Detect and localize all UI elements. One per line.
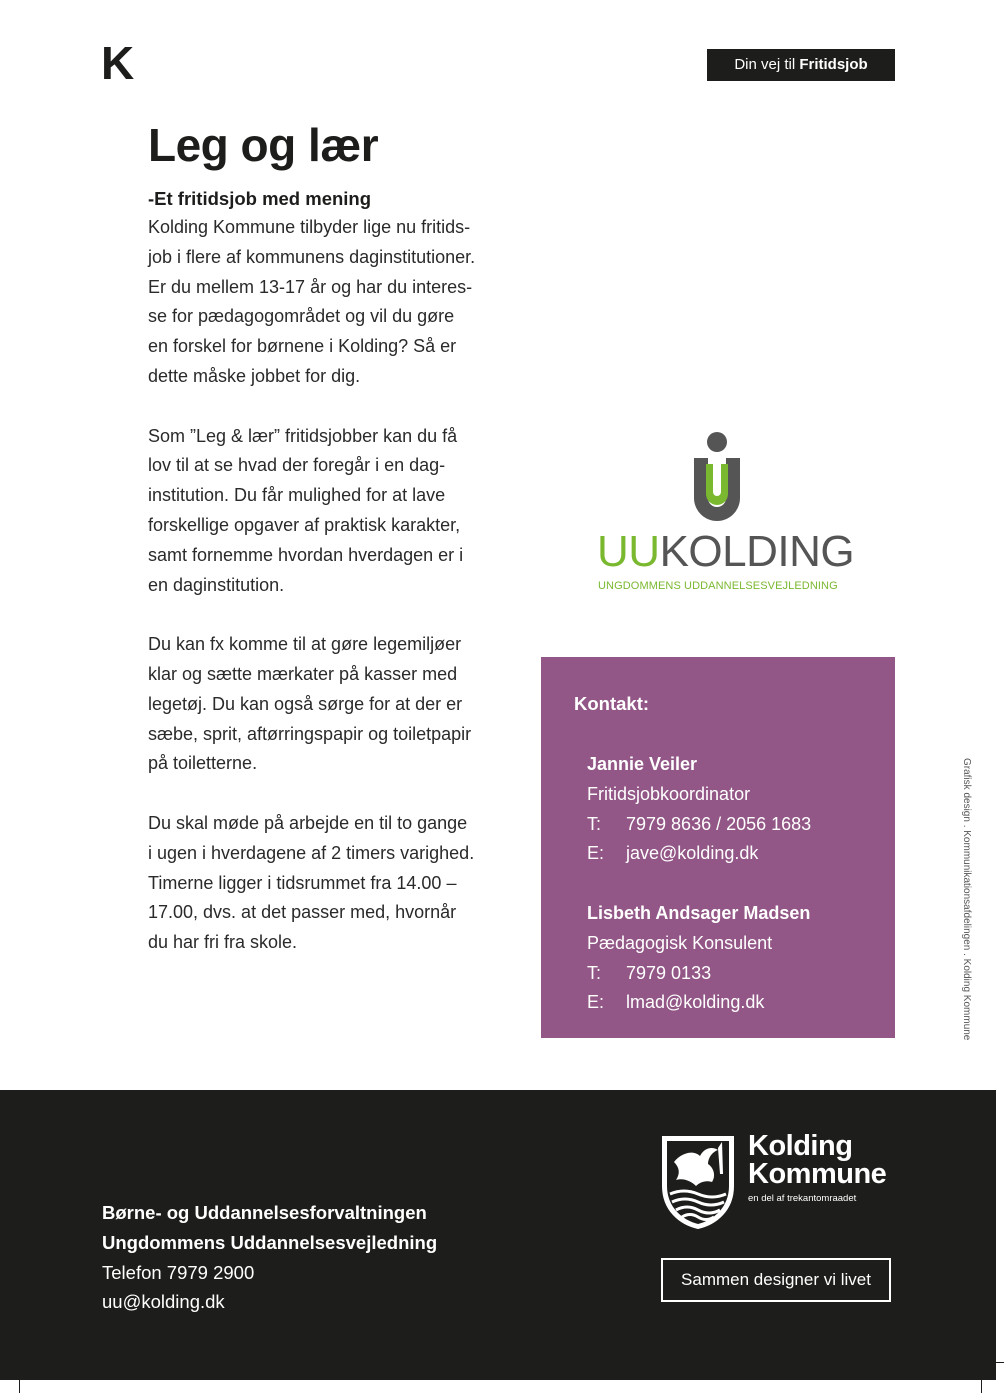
contact-email-link[interactable]: lmad@kolding.dk	[626, 992, 765, 1013]
kk-tagline: en del af trekantomraadet	[748, 1193, 857, 1204]
uu-wordmark-uu: UU	[597, 527, 660, 576]
contact-role: Fritidsjobkoordinator	[587, 783, 751, 804]
contact-role: Pædagogisk Konsulent	[587, 932, 773, 953]
header-tag	[707, 49, 895, 81]
contact-heading: Kontakt:	[574, 693, 650, 714]
uu-wordmark-kolding: KOLDING	[659, 527, 855, 576]
uu-kolding-wordmark	[597, 527, 855, 576]
slogan-box: Sammen designer vi livet	[661, 1258, 891, 1302]
paragraph-tasks: Du kan fx komme til at gøre legemiljøer klar og sætte mærkater på kasser med legetøj. Du kan også sørge for at der er sæbe, sprit, aftørringspapir og toiletpapir på toiletterne.	[148, 634, 472, 774]
contact-person-2	[587, 899, 810, 1018]
side-credit-text: Grafisk design . Kommunikationsafdelingen . Kolding Kommune	[961, 758, 972, 1041]
contact-name: Lisbeth Andsager Madsen	[587, 903, 811, 923]
kk-wordmark-line2: Kommune	[748, 1158, 887, 1190]
crop-gap	[996, 1090, 999, 1380]
footer-address	[102, 1198, 437, 1317]
header-tag-prefix: Din vej til	[734, 56, 796, 73]
phone-label: T:	[587, 813, 602, 834]
page-subtitle: -Et fritidsjob med mening	[148, 188, 372, 209]
crop-mark-right-horizontal	[988, 1362, 1004, 1363]
email-label: E:	[587, 843, 605, 864]
contact-phone[interactable]: 7979 8636 / 2056 1683	[626, 813, 812, 834]
paragraph-intro: Kolding Kommune tilbyder lige nu fritids- job i flere af kommunens daginstitutioner. Er du mellem 13-17 år og har du interes- se for pædagogområdet og vil du gøre en forskel for børnene i Kolding? Så er dette måske jobbet for dig.	[148, 217, 476, 386]
crop-mark-right	[981, 1380, 982, 1393]
crop-mark-left	[19, 1380, 20, 1393]
header-tag-bold: Fritidsjob	[799, 56, 868, 73]
paragraph-role: Som ”Leg & lær” fritidsjobber kan du få lov til at se hvad der foregår i en dag- institution. Du får mulighed for at lave forskellige opgaver af praktisk karakter, samt fornemme hvordan hverdagen er i en daginstitution.	[148, 425, 464, 595]
contact-phone[interactable]: 7979 0133	[626, 962, 712, 983]
side-credit	[952, 758, 982, 1040]
contact-name: Jannie Veiler	[587, 754, 698, 774]
phone-label: T:	[587, 962, 602, 983]
contact-box	[541, 657, 895, 1038]
kolding-kommune-crest-icon	[660, 1134, 736, 1230]
email-label: E:	[587, 992, 605, 1013]
footer-phone[interactable]: Telefon 7979 2900	[102, 1261, 255, 1283]
footer-org-2: Ungdommens Uddannelsesvejledning	[102, 1231, 438, 1253]
contact-person-1	[587, 750, 811, 869]
kolding-kommune-wordmark	[748, 1132, 886, 1188]
article-body	[148, 213, 510, 988]
kolding-k-logo: K	[101, 37, 133, 89]
footer-org-1: Børne- og Uddannelsesforvaltningen	[102, 1202, 427, 1223]
kk-wordmark-line1: Kolding	[748, 1130, 853, 1162]
uu-kolding-subtitle: UNGDOMMENS UDDANNELSESVEJLEDNING	[598, 580, 838, 592]
page-title: Leg og lær	[148, 119, 379, 171]
paragraph-hours: Du skal møde på arbejde en til to gange i ugen i hverdagene af 2 timers varighed. Timerne ligger i tidsrummet fra 14.00 – 17.00, dvs. at det passer med, hvornår du har fri fra skole.	[148, 812, 475, 953]
footer-email-link[interactable]: uu@kolding.dk	[102, 1291, 225, 1313]
contact-email-link[interactable]: jave@kolding.dk	[626, 843, 759, 864]
footer	[0, 1090, 998, 1380]
